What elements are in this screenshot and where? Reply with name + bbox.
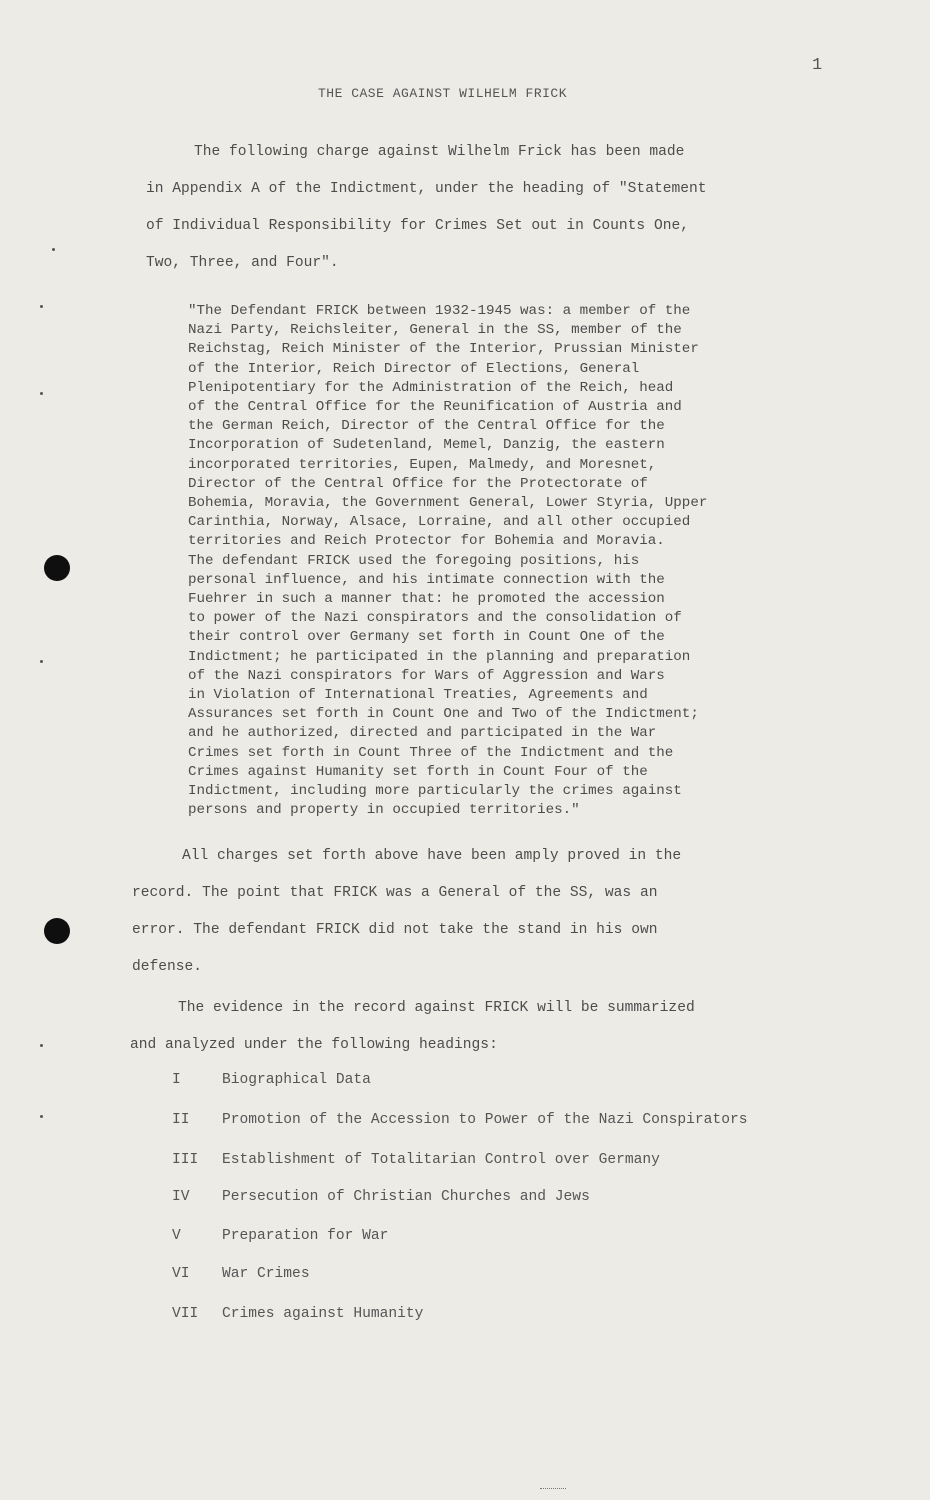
intro-line: The following charge against Wilhelm Frick has been made [194,144,685,160]
quote-line: territories and Reich Protector for Bohemia and Moravia. [188,533,665,550]
heading-item [172,1152,660,1168]
quote-line: Bohemia, Moravia, the Government General, Lower Styria, Upper [188,495,708,512]
heading-number: III [172,1152,199,1168]
quote-line: The defendant FRICK used the foregoing positions, his [188,552,640,569]
quote-line: in Violation of International Treaties, Agreements and [188,687,648,704]
heading-item [172,1266,310,1282]
heading-text: Establishment of Totalitarian Control over Germany [222,1152,660,1168]
heading-text: Preparation for War [222,1228,389,1244]
quote-line: of the Central Office for the Reunification of Austria and [188,399,682,416]
quote-line: to power of the Nazi conspirators and the consolidation of [188,610,682,627]
quote-line: Nazi Party, Reichsleiter, General in the SS, member of the [188,322,682,339]
quote-line: Director of the Central Office for the Protectorate of [188,475,648,492]
quote-line: Reichstag, Reich Minister of the Interior, Prussian Minister [188,341,699,358]
quote-line: their control over Germany set forth in Count One of the [188,629,665,646]
heading-number: V [172,1228,181,1244]
quote-line: Plenipotentiary for the Administration of the Reich, head [188,379,674,396]
margin-mark [52,248,55,251]
page-number: 1 [812,56,823,75]
margin-mark [40,1115,43,1118]
proof-line: error. The defendant FRICK did not take the stand in his own [132,922,658,938]
heading-text: Crimes against Humanity [222,1306,424,1322]
indictment-quote [188,302,707,820]
heading-number: VI [172,1266,190,1282]
quote-line: Assurances set forth in Count One and Two of the Indictment; [188,706,699,723]
punch-hole-bottom [44,918,70,944]
intro-line: in Appendix A of the Indictment, under the heading of "Statement [146,181,707,197]
heading-number: IV [172,1189,190,1205]
document-title: THE CASE AGAINST WILHELM FRICK [318,86,568,101]
heading-text: Persecution of Christian Churches and Jews [222,1189,590,1205]
intro-line: Two, Three, and Four". [146,255,339,271]
quote-line: Fuehrer in such a manner that: he promoted the accession [188,591,665,608]
evidence-line: The evidence in the record against FRICK will be summarized [178,1000,695,1016]
heading-text: Biographical Data [222,1072,371,1088]
margin-mark [40,392,43,395]
quote-line: the German Reich, Director of the Central Office for the [188,418,665,435]
quote-line: personal influence, and his intimate connection with the [188,571,665,588]
quote-line: "The Defendant FRICK between 1932-1945 was: a member of the [188,303,691,319]
proof-paragraph [132,838,681,986]
quote-line: persons and property in occupied territories." [188,802,580,819]
quote-line: Crimes set forth in Count Three of the Indictment and the [188,744,674,761]
quote-line: Crimes against Humanity set forth in Count Four of the [188,763,648,780]
quote-line: Indictment; he participated in the planning and preparation [188,648,691,665]
heading-text: Promotion of the Accession to Power of the Nazi Conspirators [222,1112,748,1128]
evidence-paragraph [130,990,695,1064]
heading-number: VII [172,1306,199,1322]
intro-paragraph [146,134,707,282]
quote-line: Carinthia, Norway, Alsace, Lorraine, and all other occupied [188,514,691,531]
margin-mark [40,305,43,308]
margin-mark [40,660,43,663]
heading-number: II [172,1112,190,1128]
punch-hole-top [44,555,70,581]
heading-item [172,1112,747,1128]
quote-line: incorporated territories, Eupen, Malmedy, and Moresnet, [188,456,657,473]
heading-item [172,1189,590,1205]
proof-line: defense. [132,959,203,975]
quote-line: and he authorized, directed and participated in the War [188,725,657,742]
quote-line: Incorporation of Sudetenland, Memel, Danzig, the eastern [188,437,665,454]
proof-line: record. The point that FRICK was a General of the SS, was an [132,885,658,901]
heading-item [172,1306,423,1322]
heading-text: War Crimes [222,1266,310,1282]
intro-line: of Individual Responsibility for Crimes Set out in Counts One, [146,218,689,234]
heading-number: I [172,1072,181,1088]
quote-line: of the Interior, Reich Director of Elections, General [188,360,640,377]
footer-mark [540,1488,566,1489]
proof-line: All charges set forth above have been amply proved in the [182,848,682,864]
quote-line: Indictment, including more particularly the crimes against [188,783,682,800]
margin-mark [40,1044,43,1047]
quote-line: of the Nazi conspirators for Wars of Aggression and Wars [188,667,665,684]
heading-item [172,1072,371,1088]
evidence-line: and analyzed under the following headings: [130,1037,498,1053]
heading-item [172,1228,388,1244]
